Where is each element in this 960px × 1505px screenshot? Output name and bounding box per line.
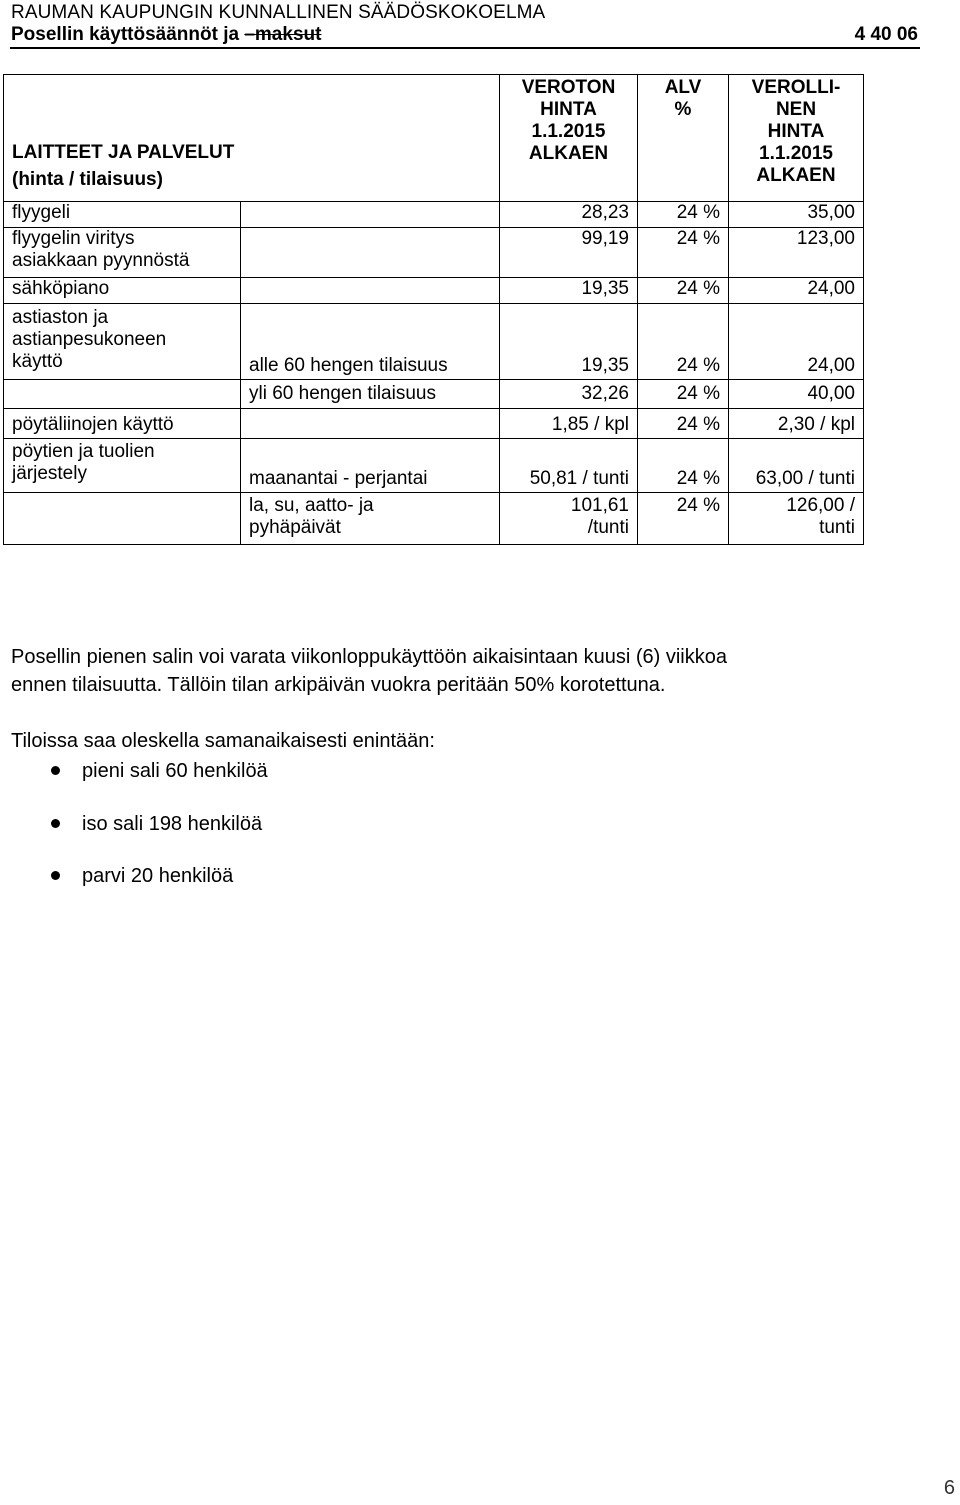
condition-cell bbox=[241, 304, 500, 380]
item-label: pöytäliinojen käyttö bbox=[12, 414, 174, 435]
item-cell bbox=[4, 228, 241, 278]
item-cell bbox=[4, 439, 241, 493]
gross-price: 40,00 bbox=[807, 383, 855, 404]
net-price: 28,23 bbox=[581, 202, 629, 223]
table-row bbox=[4, 202, 864, 228]
col-vat-header bbox=[638, 75, 729, 202]
item-label: flyygelin viritys bbox=[12, 228, 135, 249]
vat-cell: 24 % bbox=[638, 278, 729, 304]
table-row bbox=[4, 278, 864, 304]
col-gross-line: 1.1.2015 bbox=[759, 143, 833, 164]
col-gross-line: VEROLLI- bbox=[751, 77, 841, 98]
item-cell bbox=[4, 493, 241, 545]
section-title-line-2: (hinta / tilaisuus) bbox=[12, 169, 163, 190]
document-title-struck: –maksut bbox=[244, 24, 322, 45]
col-vat-line: % bbox=[674, 99, 692, 120]
table-row bbox=[4, 380, 864, 409]
condition-cell bbox=[241, 228, 500, 278]
gross-price: tunti bbox=[819, 517, 855, 538]
vat-cell: 24 % bbox=[638, 439, 729, 493]
gross-price: 63,00 / tunti bbox=[755, 468, 855, 489]
item-cell bbox=[4, 380, 241, 409]
gross-price-cell bbox=[729, 202, 864, 228]
col-net-line: HINTA bbox=[540, 99, 597, 120]
booking-note-line-1: Posellin pienen salin voi varata viikonloppukäyttöön aikaisintaan kuusi (6) viikkoa bbox=[11, 646, 727, 668]
item-label: pöytien ja tuolien bbox=[12, 441, 155, 462]
item-label: sähköpiano bbox=[12, 278, 110, 299]
net-price-cell bbox=[500, 202, 638, 228]
bullet-icon bbox=[51, 819, 60, 828]
net-price-cell bbox=[500, 278, 638, 304]
item-label: asiakkaan pyynnöstä bbox=[12, 250, 190, 271]
net-price: 99,19 bbox=[581, 228, 629, 249]
booking-note-paragraph bbox=[11, 643, 727, 699]
col-net-price-header bbox=[500, 75, 638, 202]
item-cell bbox=[4, 278, 241, 304]
col-gross-line: NEN bbox=[775, 99, 817, 120]
bullet-icon bbox=[51, 766, 60, 775]
item-label: järjestely bbox=[12, 463, 87, 484]
gross-price: 126,00 / bbox=[786, 495, 855, 516]
net-price-cell bbox=[500, 304, 638, 380]
item-cell bbox=[4, 202, 241, 228]
gross-price: 123,00 bbox=[796, 228, 855, 249]
col-net-line: ALKAEN bbox=[528, 143, 609, 164]
gross-price: 24,00 bbox=[807, 278, 855, 299]
gross-price: 2,30 / kpl bbox=[777, 414, 855, 435]
net-price: 19,35 bbox=[581, 355, 629, 376]
list-item bbox=[11, 862, 268, 915]
net-price: /tunti bbox=[587, 517, 629, 538]
col-gross-price-header bbox=[729, 75, 864, 202]
condition-label: maanantai - perjantai bbox=[249, 468, 428, 489]
condition-label: yli 60 hengen tilaisuus bbox=[249, 383, 436, 404]
capacity-intro: Tiloissa saa oleskella samanaikaisesti enintään: bbox=[11, 730, 435, 752]
list-item-text: parvi 20 henkilöä bbox=[82, 865, 234, 887]
item-label: astiaston ja bbox=[12, 307, 109, 328]
price-table bbox=[3, 74, 864, 545]
bullet-icon bbox=[51, 871, 60, 880]
page-number: 6 bbox=[943, 1477, 955, 1499]
condition-label: alle 60 hengen tilaisuus bbox=[249, 355, 448, 376]
gross-price-cell bbox=[729, 493, 864, 545]
col-gross-line: ALKAEN bbox=[756, 165, 836, 186]
gross-price-cell bbox=[729, 409, 864, 439]
gross-price-cell bbox=[729, 278, 864, 304]
gross-price-cell bbox=[729, 304, 864, 380]
net-price: 101,61 bbox=[570, 495, 629, 516]
vat-cell: 24 % bbox=[638, 304, 729, 380]
condition-cell bbox=[241, 380, 500, 409]
net-price-cell bbox=[500, 493, 638, 545]
col-vat-line: ALV bbox=[664, 77, 702, 98]
organization-title: RAUMAN KAUPUNGIN KUNNALLINEN SÄÄDÖSKOKOELMA bbox=[11, 2, 546, 23]
col-gross-line: HINTA bbox=[767, 121, 825, 142]
col-net-line: VEROTON bbox=[521, 77, 616, 98]
list-item bbox=[11, 810, 268, 863]
net-price-cell bbox=[500, 439, 638, 493]
condition-label: la, su, aatto- ja bbox=[249, 495, 374, 516]
net-price-cell bbox=[500, 228, 638, 278]
item-cell bbox=[4, 409, 241, 439]
table-header-row bbox=[4, 75, 864, 202]
condition-cell bbox=[241, 409, 500, 439]
gross-price-cell bbox=[729, 228, 864, 278]
gross-price-cell bbox=[729, 380, 864, 409]
condition-cell bbox=[241, 202, 500, 228]
section-title-line-1: LAITTEET JA PALVELUT bbox=[12, 142, 235, 163]
vat-cell: 24 % bbox=[638, 228, 729, 278]
capacity-list bbox=[11, 757, 268, 915]
item-label: käyttö bbox=[12, 351, 63, 372]
net-price-cell bbox=[500, 409, 638, 439]
gross-price: 35,00 bbox=[807, 202, 855, 223]
header-rule bbox=[10, 47, 920, 49]
document-number: 4 40 06 bbox=[854, 24, 918, 45]
net-price: 19,35 bbox=[581, 278, 629, 299]
net-price: 1,85 / kpl bbox=[551, 414, 629, 435]
item-label: flyygeli bbox=[12, 202, 71, 223]
list-item-text: iso sali 198 henkilöä bbox=[82, 812, 263, 835]
net-price: 50,81 / tunti bbox=[529, 468, 629, 489]
item-label: astianpesukoneen bbox=[12, 329, 167, 350]
table-row bbox=[4, 409, 864, 439]
gross-price-cell bbox=[729, 439, 864, 493]
document-title-main: Posellin käyttösäännöt ja bbox=[11, 24, 245, 45]
booking-note-line-2: ennen tilaisuutta. Tällöin tilan arkipäivän vuokra peritään 50% korotettuna. bbox=[11, 674, 666, 696]
vat-cell: 24 % bbox=[638, 493, 729, 545]
condition-label: pyhäpäivät bbox=[249, 517, 341, 538]
gross-price: 24,00 bbox=[807, 355, 855, 376]
table-row bbox=[4, 304, 864, 380]
col-net-line: 1.1.2015 bbox=[531, 121, 606, 142]
condition-cell bbox=[241, 493, 500, 545]
item-cell bbox=[4, 304, 241, 380]
vat-cell: 24 % bbox=[638, 380, 729, 409]
condition-cell bbox=[241, 439, 500, 493]
vat-cell: 24 % bbox=[638, 409, 729, 439]
list-item-text: pieni sali 60 henkilöä bbox=[82, 760, 268, 782]
vat-cell: 24 % bbox=[638, 202, 729, 228]
net-price-cell bbox=[500, 380, 638, 409]
table-row bbox=[4, 439, 864, 493]
condition-cell bbox=[241, 278, 500, 304]
section-title-cell bbox=[4, 75, 500, 202]
document-title bbox=[11, 24, 321, 46]
net-price: 32,26 bbox=[581, 383, 629, 404]
list-item bbox=[11, 757, 268, 810]
table-row bbox=[4, 228, 864, 278]
table-row bbox=[4, 493, 864, 545]
